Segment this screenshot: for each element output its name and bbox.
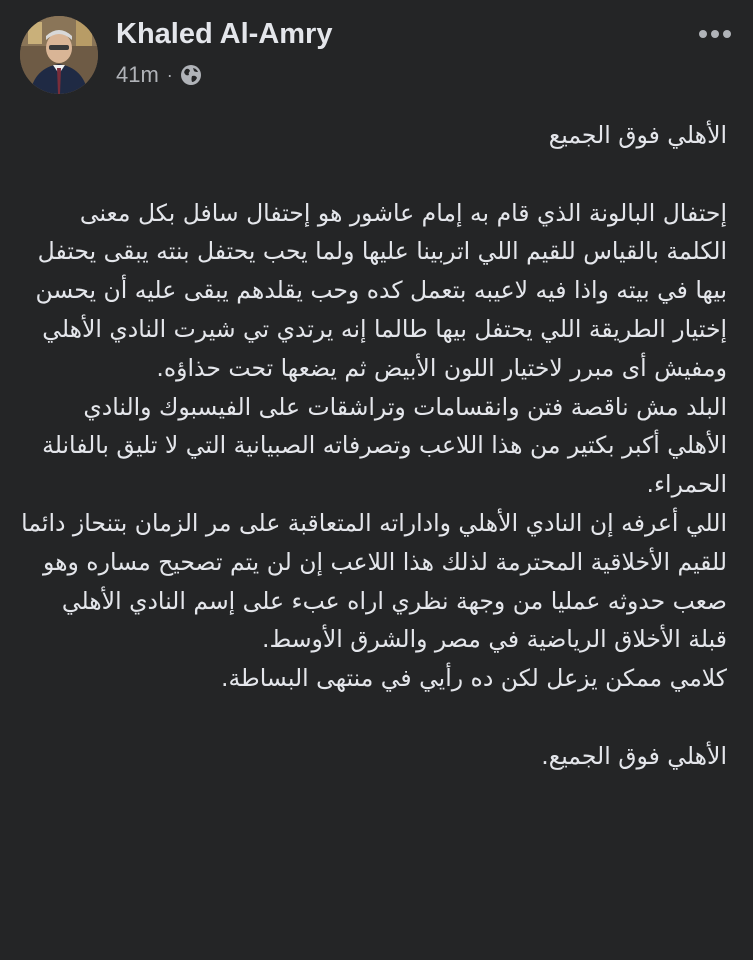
avatar[interactable]: [20, 16, 98, 94]
blank-line: [17, 155, 727, 194]
post-text-line: الأهلي فوق الجميع: [548, 121, 727, 149]
post-timestamp[interactable]: 41m: [116, 62, 159, 87]
more-options-icon: [697, 22, 733, 46]
more-options-button[interactable]: [697, 22, 733, 46]
post-text-line: الأهلي فوق الجميع.: [541, 741, 727, 770]
avatar-photo: [20, 16, 98, 94]
blank-line: [17, 698, 727, 737]
meta-separator: ·: [166, 64, 173, 85]
post-text-paragraph: البلد مش ناقصة فتن وانقسامات وتراشقات على الفيسبوك والنادي الأهلي أكبر بكتير من هذا اللاعب وتصرفاته الصبيانية التي لا تليق بالفانلة الحمراء.: [42, 392, 727, 499]
post-header: [0, 0, 753, 110]
post-text-paragraph: اللي أعرفه إن النادي الأهلي واداراته المتعاقبة على مر الزمان بتنحاز دائما للقيم الأخلاقية المحترمة لذلك هذا اللاعب إن لن يتم تصحيح مساره وهو صعب حدوثه عمليا من وجهة نظري اراه عبء على إسم النادي الأهلي قبلة الأخلاق الرياضية في مصر والشرق الأوسط.: [21, 508, 727, 654]
post-text-line: كلامي ممكن يزعل لكن ده رأيي في منتهى البساطة.: [220, 664, 727, 693]
author-name[interactable]: Khaled Al-Amry: [116, 18, 333, 50]
post-meta: [116, 62, 202, 88]
post-text-paragraph: إحتفال البالونة الذي قام به إمام عاشور هو إحتفال سافل بكل معنى الكلمة بالقياس للقيم اللي اتربينا عليها ولما يحب يحتفل بنته يبقى يحتفل بيها في بيته واذا فيه لاعيبه بتعمل كده وحب يقلدهم يبقى عليه أن يحسن إختيار الطريقة اللي يحتفل بيها طالما إنه يرتدي تي شيرت النادي الأهلي ومفيش أى مبرر لاختيار اللون الأبيض ثم يضعها تحت حذاؤه.: [35, 198, 727, 382]
post-body: [17, 116, 727, 776]
globe-icon[interactable]: [180, 64, 202, 86]
